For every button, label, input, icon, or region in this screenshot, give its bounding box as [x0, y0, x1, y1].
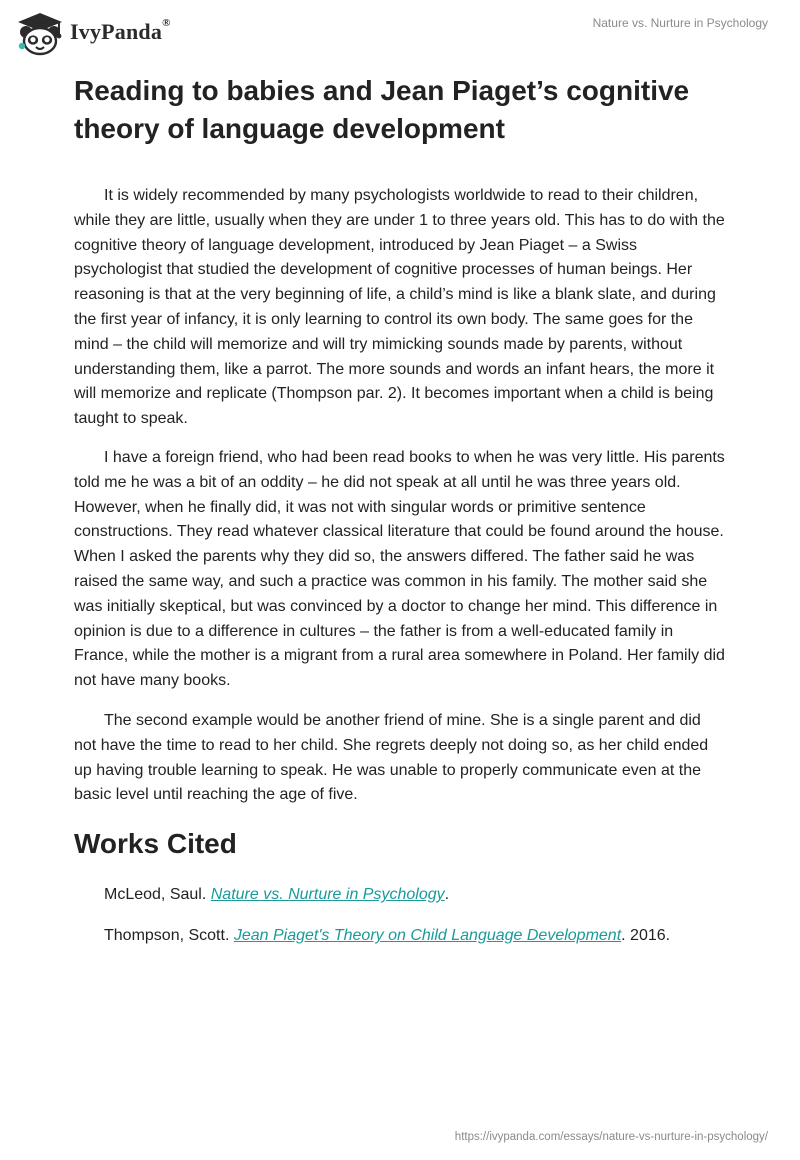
citation-tail: . — [444, 886, 450, 904]
article — [74, 72, 726, 948]
paragraph: I have a foreign friend, who had been read books to when he was very little. His parents told me he was a bit of an oddity – he did not speak at all until he was three years old. However, when he finally did, it was not with singular words or primitive sentence constructions. They read whatever classical literature that could be found around the house. When I asked the parents why they did so, the answers differed. The father said he was raised the same way, and such a practice was common in his family. The mother said she was initially skeptical, but was convinced by a doctor to change her mind. This difference in opinion is due to a difference in cultures – the father is from a well-educated family in France, while the mother is a migrant from a rural area somewhere in Poland. Her family did not have many books. — [74, 448, 725, 690]
registered-mark: ® — [162, 17, 171, 29]
citation-link[interactable]: Jean Piaget's Theory on Child Language Development — [233, 927, 622, 945]
ivypanda-logo[interactable] — [14, 10, 171, 56]
citation-author: Thompson, Scott. — [104, 927, 234, 945]
citation-link[interactable]: Nature vs. Nurture in Psychology — [210, 886, 445, 904]
citation-tail: . 2016. — [621, 927, 671, 945]
works-cited-heading: Works Cited — [74, 828, 237, 860]
footer-url: https://ivypanda.com/essays/nature-vs-nurture-in-psychology/ — [454, 1131, 768, 1143]
citation-entry — [74, 924, 726, 948]
running-title: Nature vs. Nurture in Psychology — [592, 16, 768, 30]
citation-author: McLeod, Saul. — [104, 886, 211, 904]
paragraph: It is widely recommended by many psychologists worldwide to read to their children, while they are little, usually when they are under 1 to three years old. This has to do with the cognitive theory of language development, introduced by Jean Piaget – a Swiss psychologist that studied the development of cognitive processes of human beings. Her reasoning is that at the very beginning of life, a child’s mind is like a blank slate, and during the first year of infancy, it is only learning to control its own body. The same goes for the mind – the child will memorize and will try mimicking sounds made by parents, without understanding them, like a parrot. The more sounds and words an infant hears, the more it will memorize and replicate (Thompson par. 2). It becomes important when a child is being taught to speak. — [74, 187, 725, 428]
article-title: Reading to babies and Jean Piaget’s cognitive theory of language development — [74, 75, 690, 144]
brand-name — [70, 19, 171, 45]
panda-graduate-icon — [14, 10, 66, 56]
brand-text: IvyPanda — [70, 19, 163, 44]
citation-entry — [74, 883, 726, 907]
paragraph: The second example would be another friend of mine. She is a single parent and did not have the time to read to her child. She regrets deeply not doing so, as her child ended up having trouble learning to speak. He was unable to properly communicate even at the basic level until reaching the age of five. — [74, 711, 709, 804]
